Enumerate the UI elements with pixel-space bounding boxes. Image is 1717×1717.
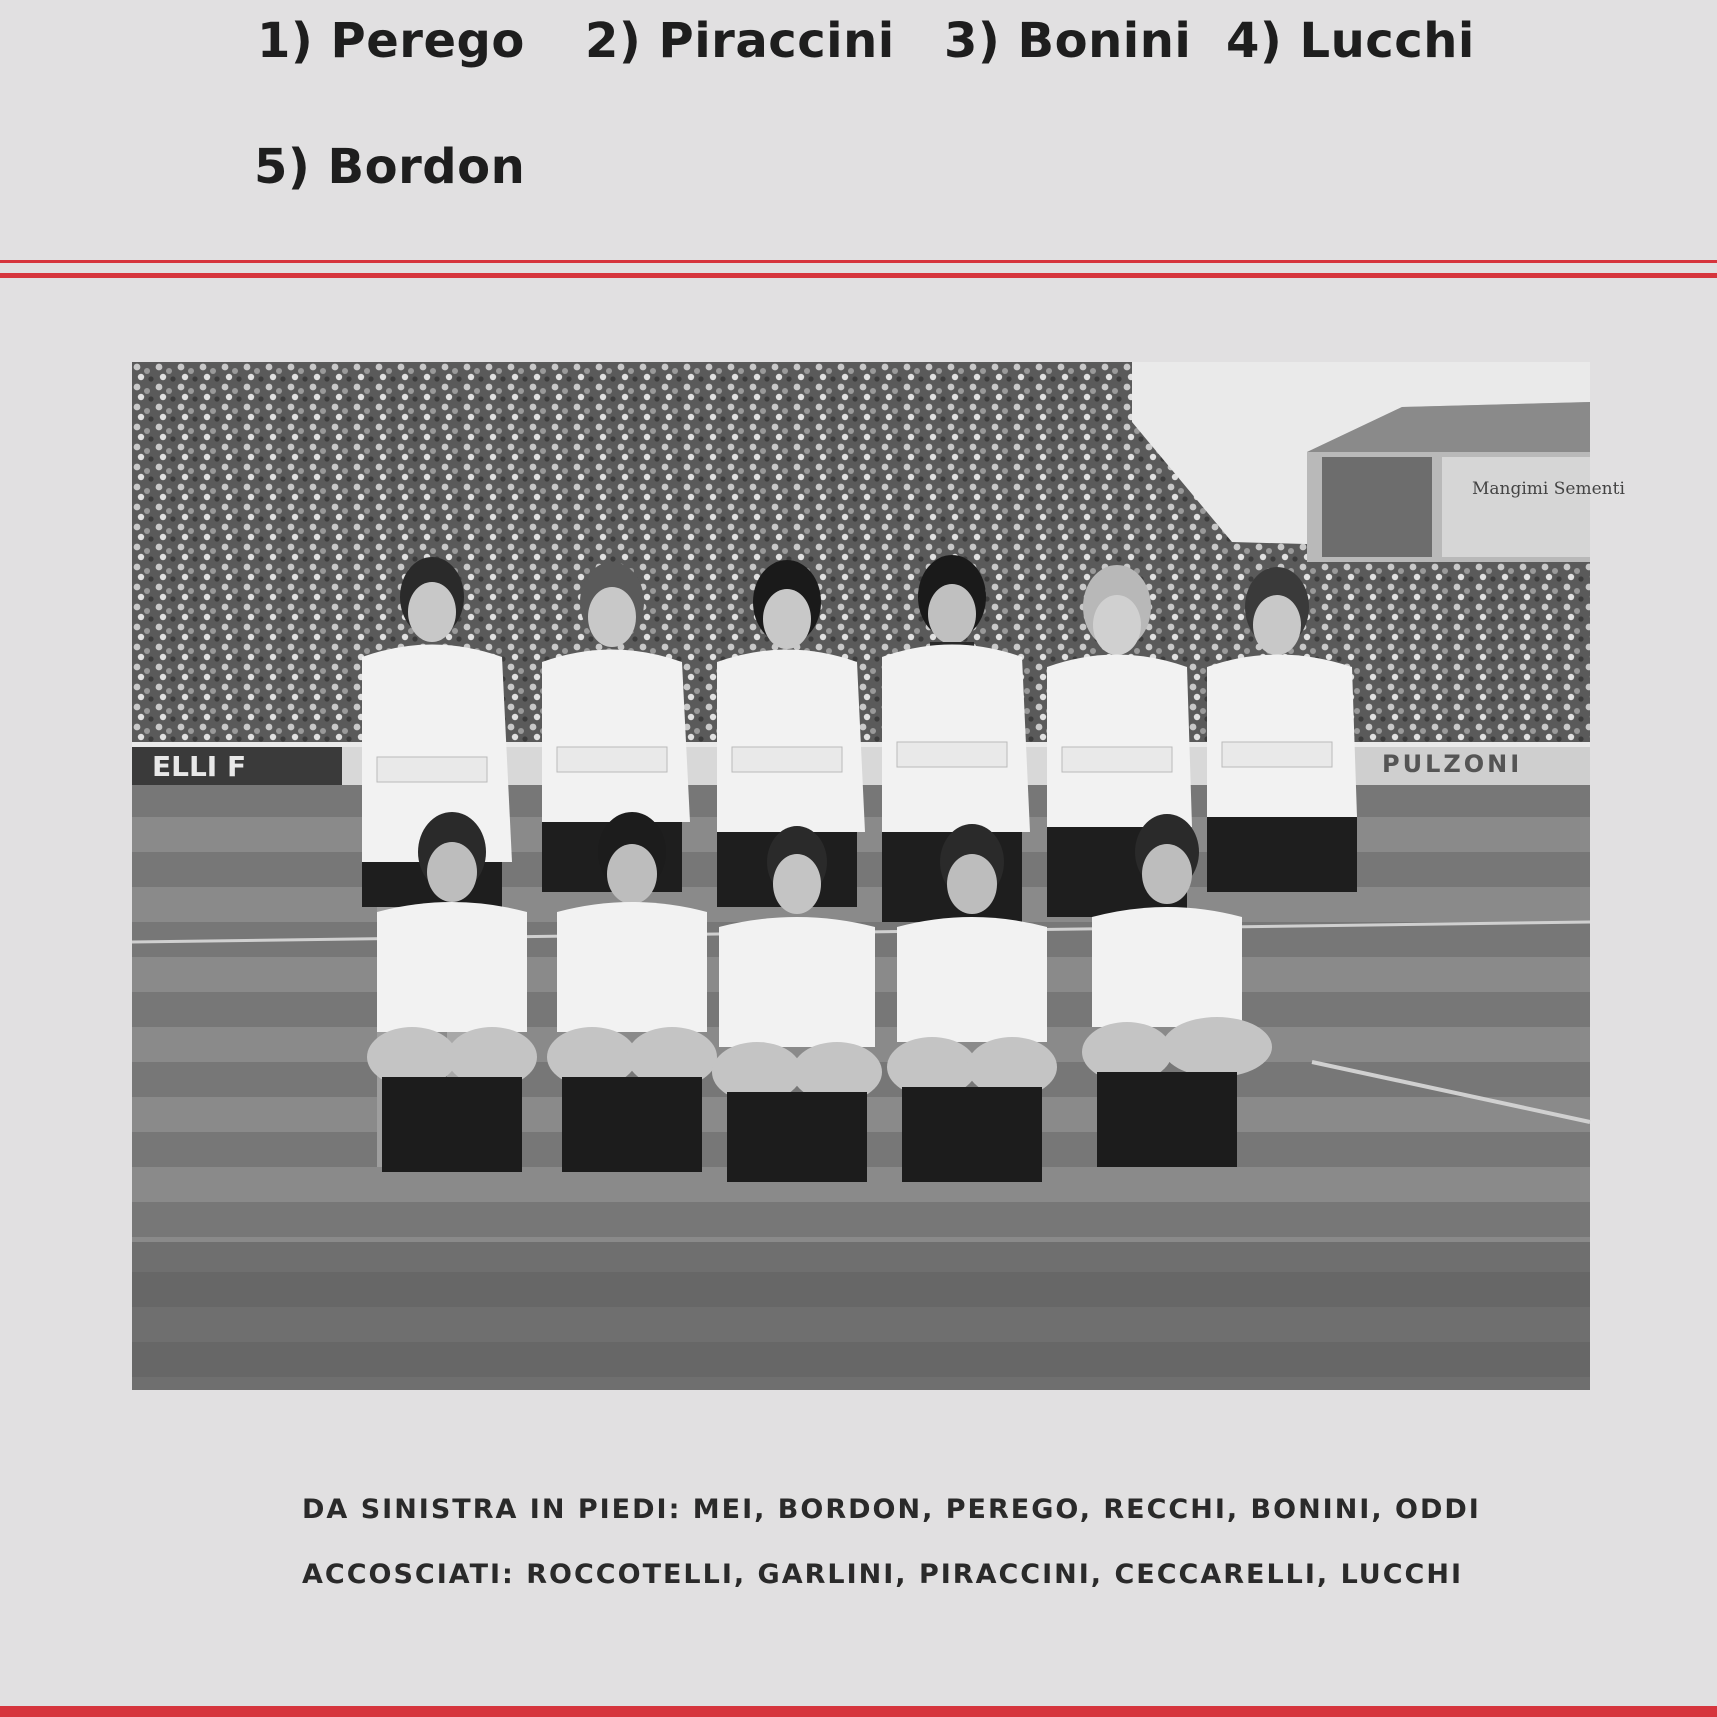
left-ad-text: ELLI F [152,750,247,783]
red-double-rule [0,260,1717,278]
roster-item-5: 5) Bordon [254,139,526,195]
caption-crouching: ACCOSCIATI: ROCCOTELLI, GARLINI, PIRACCINI, CECCARELLI, LUCCHI [302,1559,1464,1590]
red-bottom-rule [0,1706,1717,1717]
roster-item-1: 1) Perego [257,13,525,69]
team-photo [132,362,1625,1390]
building-sign: Mangimi Sementi [1472,479,1625,499]
caption-standing: DA SINISTRA IN PIEDI: MEI, BORDON, PEREGO, RECCHI, BONINI, ODDI [302,1494,1481,1525]
right-ad-text: PULZONI [1382,750,1523,778]
roster-item-4: 4) Lucchi [1226,13,1475,69]
roster-item-3: 3) Bonini [944,13,1192,69]
roster-item-2: 2) Piraccini [585,13,895,69]
